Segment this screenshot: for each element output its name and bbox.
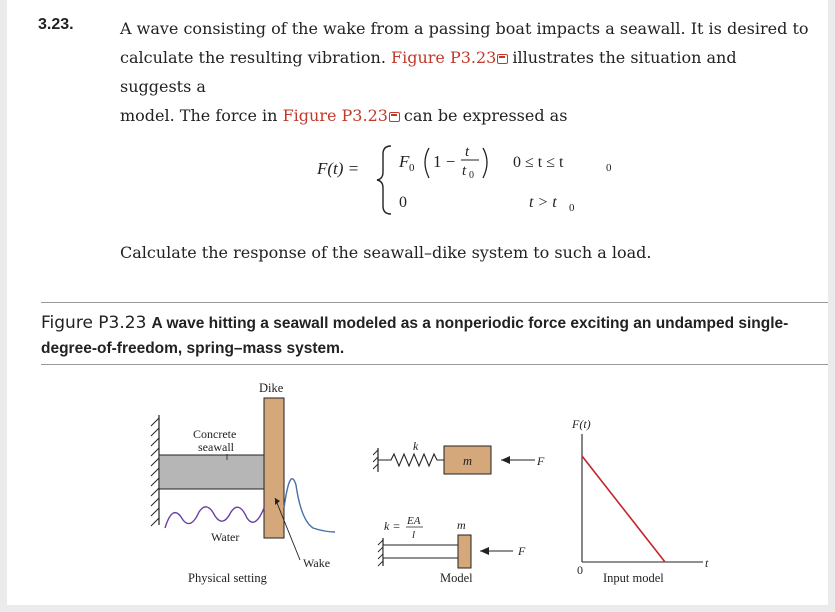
divider-top [41, 302, 828, 303]
k-label: k [413, 439, 419, 453]
line2-rest: illustrates the situation and suggests a [120, 48, 737, 96]
one-minus: 1 − [433, 152, 456, 171]
bar-mass [458, 535, 471, 568]
spring [378, 454, 444, 466]
bar-force-label: F [518, 544, 526, 558]
water-label: Water [211, 530, 240, 544]
zero-value: 0 [399, 194, 407, 211]
t-axis-label: t [705, 556, 709, 570]
condition-1-sub: 0 [606, 162, 612, 174]
model-label: Model [440, 571, 473, 585]
figure-link[interactable]: Figure P3.23 [282, 106, 388, 125]
figure-link[interactable]: Figure P3.23 [390, 48, 497, 67]
denominator-t: t [462, 163, 467, 179]
F0-symbol: F [399, 152, 410, 171]
line2-text: calculate the resulting vibration. [120, 48, 391, 67]
calc-instruction: Calculate the response of the seawall–dike system to such a load. [120, 243, 652, 262]
page [7, 0, 828, 605]
line3-rest: can be expressed as [403, 106, 568, 125]
force-ramp-line [582, 456, 665, 562]
dike-column [264, 398, 284, 538]
model-diagram [373, 439, 545, 585]
problem-text [120, 14, 810, 130]
external-link-icon[interactable] [389, 112, 400, 122]
condition-2: t > t [529, 194, 557, 211]
figure-caption [41, 311, 831, 361]
divider-bottom [41, 364, 828, 365]
denominator-sub: 0 [469, 170, 474, 181]
close-paren [483, 148, 487, 178]
spring-wall-hatch [373, 450, 378, 469]
condition-1: 0 ≤ t ≤ t [513, 154, 564, 171]
dike-label: Dike [259, 381, 284, 395]
line3-text: model. The force in [120, 106, 283, 125]
problem-line-1: A wave consisting of the wake from a passing boat impacts a seawall. It is desired to [120, 19, 809, 38]
figure-caption-text: A wave hitting a seawall modeled as a nonperiodic force exciting an undamped single-degree-of-freedom, spring–mass system. [41, 315, 789, 357]
wake-label: Wake [303, 556, 331, 570]
elastic-bar [383, 545, 458, 558]
force-arrow-head [501, 456, 510, 464]
bar-wall-hatch [378, 540, 383, 566]
concrete-label: Concrete [193, 427, 237, 441]
water-wave [165, 507, 264, 528]
problem-number: 3.23. [38, 16, 74, 33]
F0-subscript: 0 [409, 162, 415, 174]
input-model-plot [571, 417, 709, 585]
origin-label: 0 [577, 563, 583, 577]
ground-hatching [151, 418, 159, 526]
force-equation [317, 142, 647, 232]
figure-illustration [7, 370, 828, 605]
mass-label: m [463, 454, 473, 468]
Ft-axis-label: F(t) [572, 417, 591, 431]
bar-force-arrow-head [480, 547, 489, 555]
input-model-label: Input model [603, 571, 664, 585]
seawall-label: seawall [198, 440, 234, 454]
figure-label: Figure P3.23 [41, 313, 147, 333]
left-brace [377, 146, 391, 214]
keq-label: k = [384, 519, 401, 533]
numerator-t: t [465, 144, 470, 160]
force-label: F [537, 454, 545, 468]
physical-setting-diagram [151, 381, 335, 585]
open-paren [425, 148, 429, 178]
problem-line-2 [120, 43, 810, 101]
bar-mass-label: m [457, 518, 466, 532]
EA-label: EA [407, 515, 421, 527]
concrete-seawall [159, 455, 264, 489]
external-link-icon[interactable] [497, 54, 508, 64]
physical-setting-label: Physical setting [188, 571, 267, 585]
condition-2-sub: 0 [569, 202, 575, 214]
wake-wave [284, 479, 335, 532]
problem-line-3 [120, 101, 810, 130]
l-label: l [412, 529, 416, 541]
equation-lhs: F(t) = [317, 159, 360, 178]
